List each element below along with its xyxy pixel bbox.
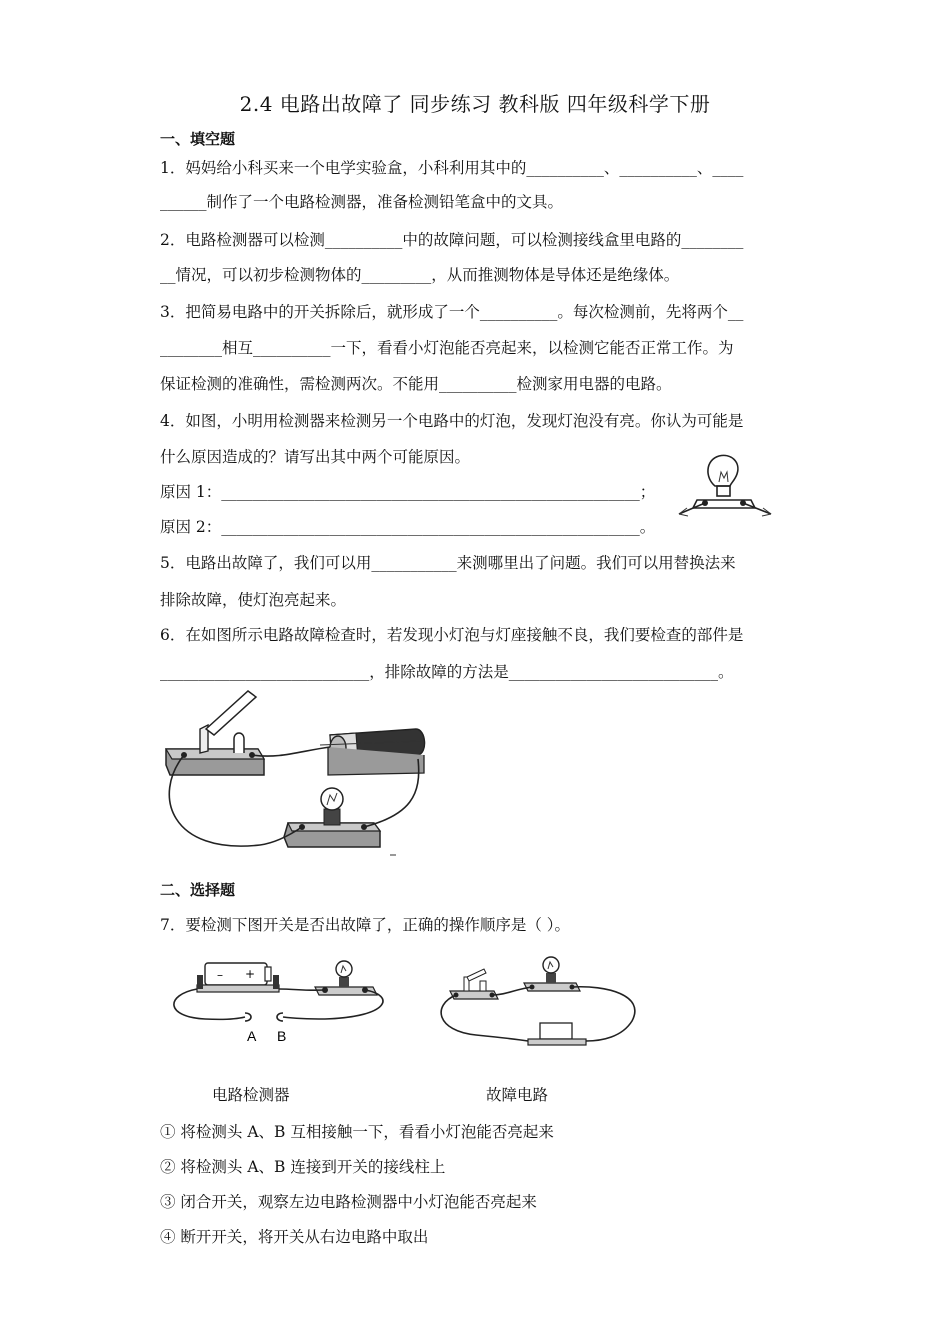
question-4-line-2: 什么原因造成的？请写出其中两个可能原因。 (160, 448, 471, 466)
option-4: ④ 断开开关，将开关从右边电路中取出 (160, 1228, 429, 1246)
question-4-reason-1: 原因 1：______________________________________________________； (160, 483, 656, 501)
question-2-line-2: __情况，可以初步检测物体的_________，从而推测物体是导体还是绝缘体。 (160, 266, 680, 284)
question-3-line-3: 保证检测的准确性，需检测两次。不能用__________检测家用电器的电路。 (160, 375, 672, 393)
caption-circuit-tester: 电路检测器 (212, 1086, 290, 1104)
battery-plus-label: + (245, 967, 256, 981)
bulb-tester-figure (675, 452, 775, 532)
question-3-line-1: 3．把简易电路中的开关拆除后，就形成了一个__________。每次检测前，先将两个__ (160, 303, 744, 321)
question-1-line-1: 1．妈妈给小科买来一个电学实验盒，小科利用其中的__________、__________、____ (160, 159, 744, 177)
question-4-reason-2: 原因 2：______________________________________________________。 (160, 518, 656, 536)
question-1-line-2: ______制作了一个电路检测器，准备检测铅笔盒中的文具。 (160, 193, 564, 211)
question-6-line-2: ___________________________，排除故障的方法是___________________________。 (160, 663, 734, 681)
question-6-line-1: 6．在如图所示电路故障检查时，若发现小灯泡与灯座接触不良，我们要检查的部件是 (160, 626, 744, 644)
question-2-line-1: 2．电路检测器可以检测__________中的故障问题，可以检测接线盒里电路的________ (160, 231, 744, 249)
option-2: ② 将检测头 A、B 连接到开关的接线柱上 (160, 1158, 446, 1176)
section-heading-fill-in: 一、填空题 (160, 130, 236, 148)
faulty-circuit-figure (436, 955, 636, 1050)
question-7-stem: 7．要检测下图开关是否出故障了，正确的操作顺序是（ ）。 (160, 916, 571, 934)
page-title: 2.4 电路出故障了 同步练习 教科版 四年级科学下册 (239, 92, 711, 116)
circuit-figure (160, 685, 430, 865)
probe-a-label: A (247, 1028, 257, 1044)
option-1: ① 将检测头 A、B 互相接触一下，看看小灯泡能否亮起来 (160, 1123, 554, 1141)
question-5-line-1: 5．电路出故障了，我们可以用___________来测哪里出了问题。我们可以用替换法来 (160, 554, 736, 572)
question-3-line-2: ________相互__________一下，看看小灯泡能否亮起来，以检测它能否正常工作。为 (160, 339, 734, 357)
caption-faulty-circuit: 故障电路 (486, 1086, 549, 1104)
battery-minus-label: – (217, 968, 223, 982)
option-3: ③ 闭合开关，观察左边电路检测器中小灯泡能否亮起来 (160, 1193, 537, 1211)
section-heading-multiple-choice: 二、选择题 (160, 881, 236, 899)
question-4-line-1: 4．如图，小明用检测器来检测另一个电路中的灯泡，发现灯泡没有亮。你认为可能是 (160, 412, 744, 430)
probe-b-label: B (277, 1028, 287, 1044)
question-5-line-2: 排除故障，使灯泡亮起来。 (160, 591, 347, 609)
circuit-tester-figure (165, 955, 390, 1045)
